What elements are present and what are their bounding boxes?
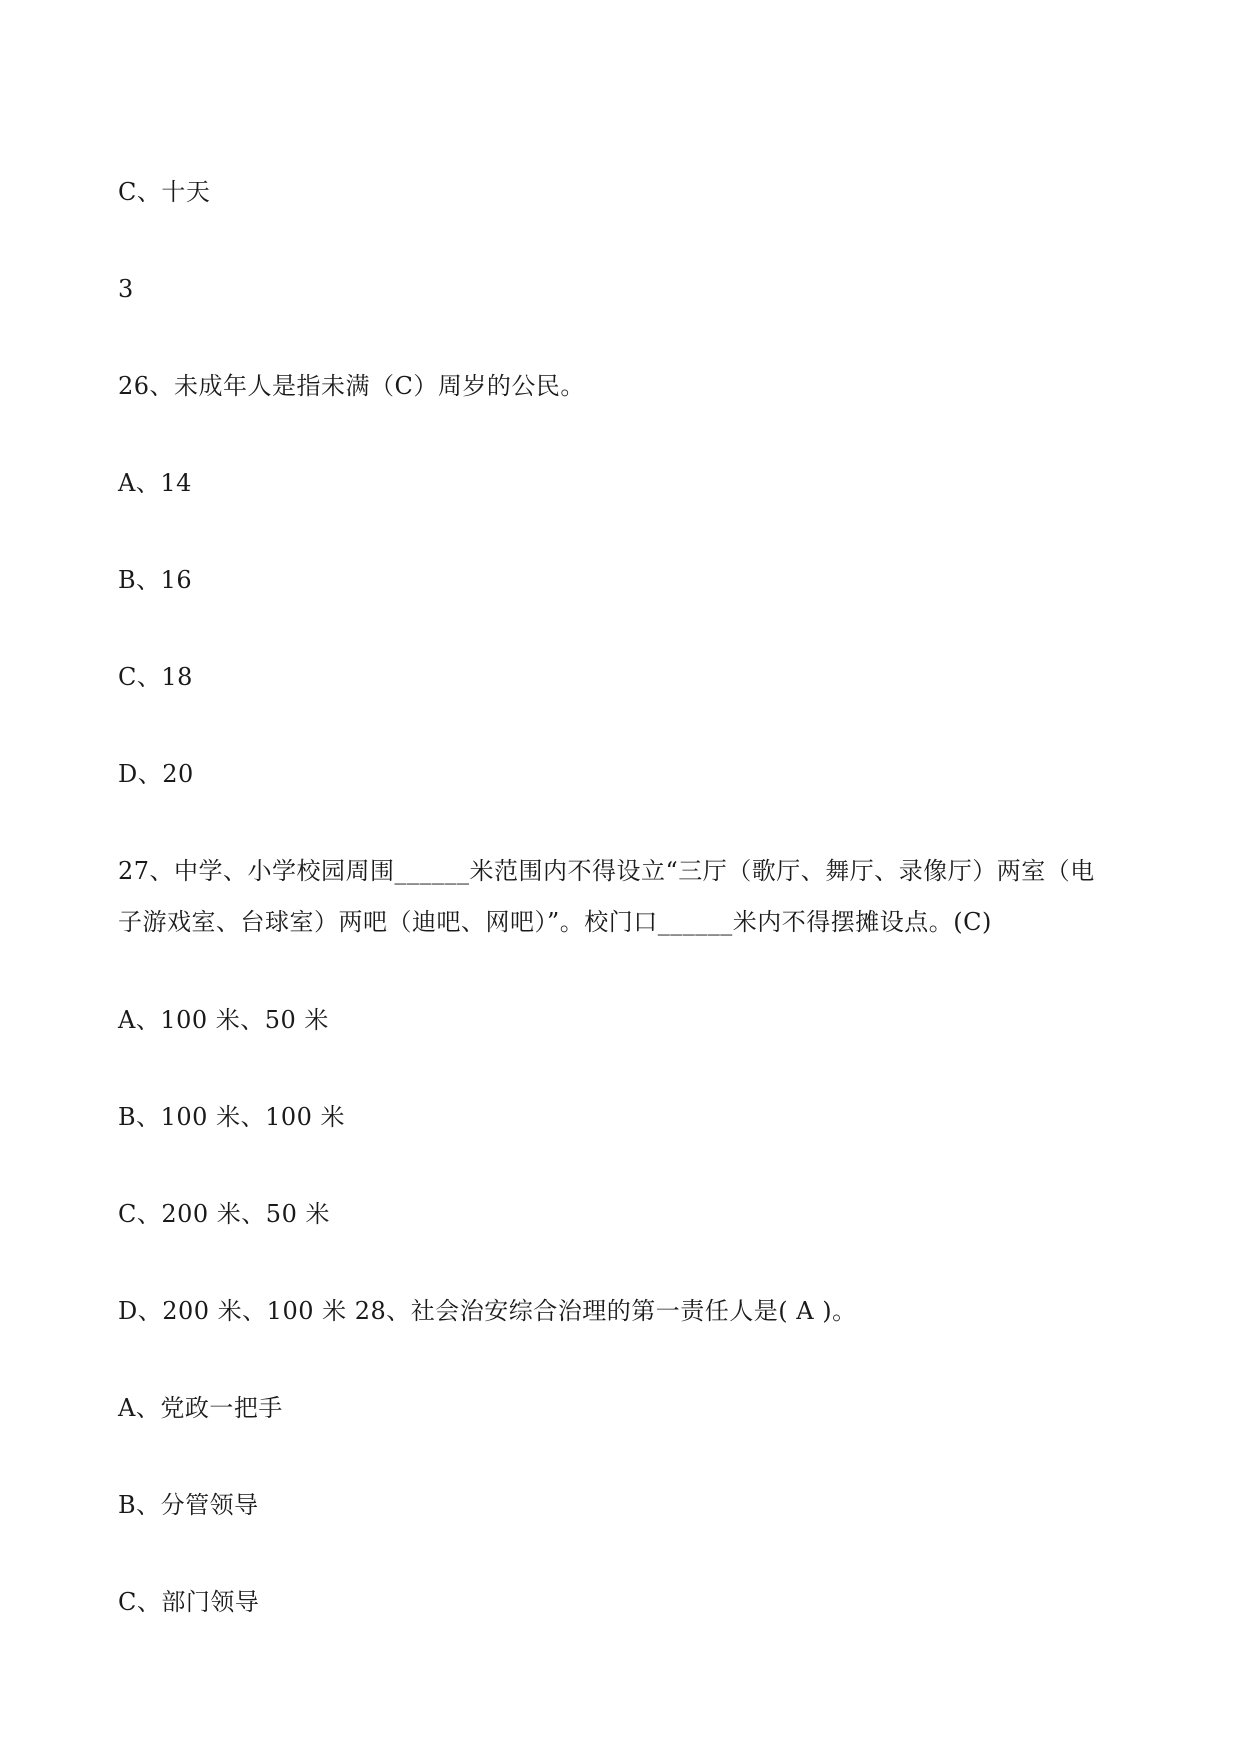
- option-c-ten-days: C、十天: [118, 178, 211, 206]
- q28-option-b: B、分管领导: [118, 1491, 259, 1519]
- q26-option-a: A、14: [118, 469, 192, 497]
- q27-option-a: A、100 米、50 米: [118, 1006, 329, 1034]
- q28-option-a: A、党政一把手: [118, 1394, 283, 1422]
- q28-option-c: C、部门领导: [118, 1588, 260, 1616]
- question-27-line-1: 27、中学、小学校园周围______米范围内不得设立“三厅（歌厅、舞厅、录像厅）两室（电: [118, 857, 1095, 885]
- q27-option-b: B、100 米、100 米: [118, 1103, 346, 1131]
- question-27-line-2: 子游戏室、台球室）两吧（迪吧、网吧）”。校门口______米内不得摆摊设点。(C): [118, 908, 992, 936]
- q26-option-b: B、16: [118, 566, 193, 594]
- q27-option-d-and-question-28: D、200 米、100 米 28、社会治安综合治理的第一责任人是( A )。: [118, 1297, 857, 1325]
- q26-option-c: C、18: [118, 663, 193, 691]
- page-number: 3: [118, 275, 134, 303]
- question-26: 26、未成年人是指未满（C）周岁的公民。: [118, 372, 585, 400]
- q26-option-d: D、20: [118, 760, 194, 788]
- q27-option-c: C、200 米、50 米: [118, 1200, 330, 1228]
